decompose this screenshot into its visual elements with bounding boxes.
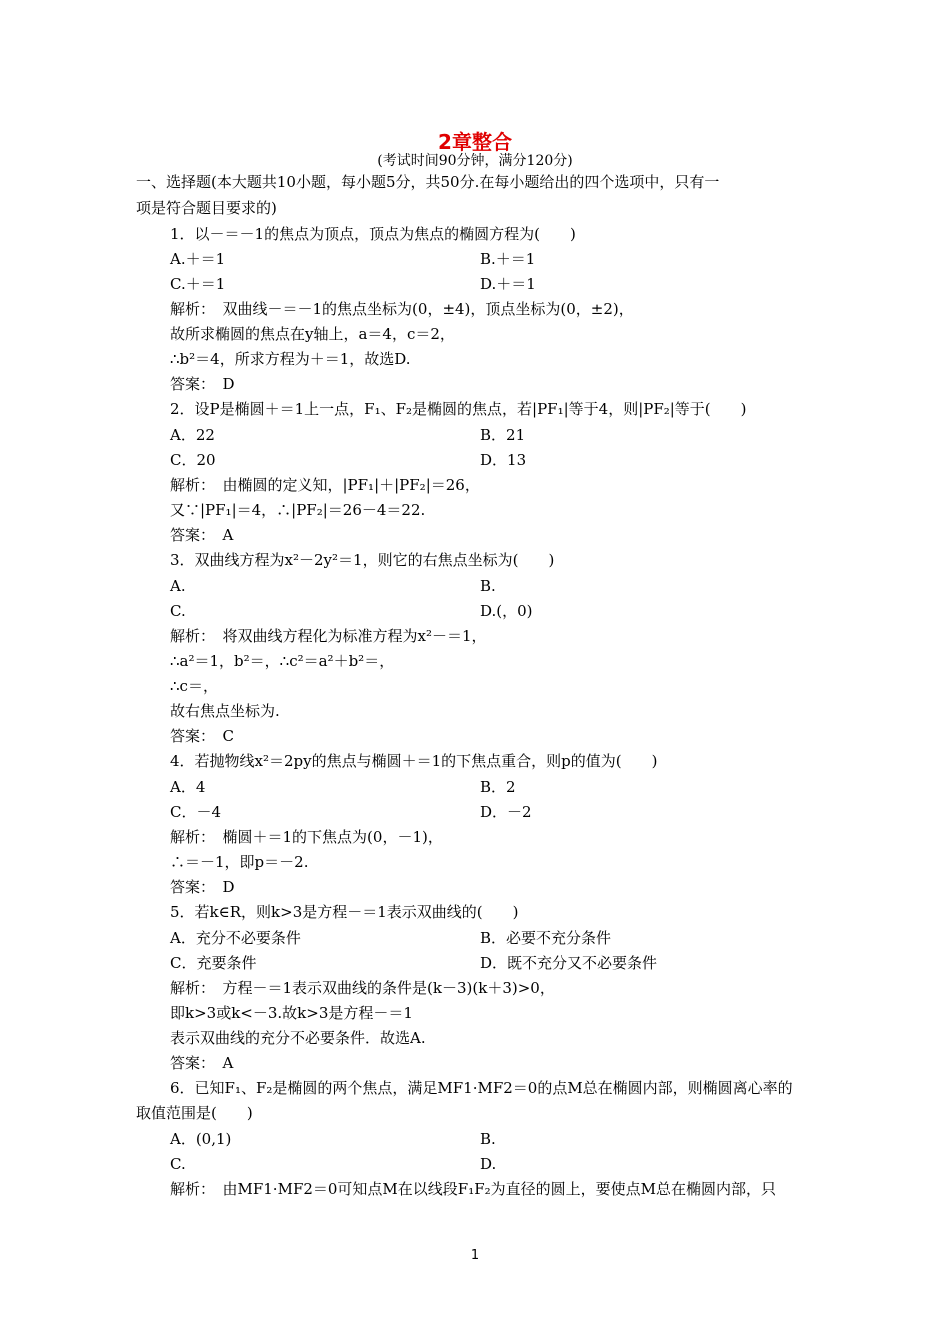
question-3-option-d: D.(，0) xyxy=(480,602,533,620)
question-3-solution-line-2: ∴a²＝1，b²＝，∴c²＝a²＋b²＝， xyxy=(170,652,395,670)
question-3-option-c: C. xyxy=(170,602,186,620)
question-2-option-a: A．22 xyxy=(170,426,215,444)
question-5-option-b: B．必要不充分条件 xyxy=(480,929,612,947)
question-6-stem-line-2: 取值范围是( ) xyxy=(136,1104,253,1122)
question-5-solution-line-2: 即k>3或k<－3.故k>3是方程－＝1 xyxy=(170,1004,413,1022)
question-3-answer: 答案： C xyxy=(170,727,234,745)
question-2-answer: 答案： A xyxy=(170,526,234,544)
question-2-stem: 2．设P是椭圆＋＝1上一点，F₁、F₂是椭圆的焦点，若|PF₁|等于4，则|PF₂|等于( ) xyxy=(170,400,747,418)
section-intro-line-2: 项是符合题目要求的) xyxy=(136,199,277,217)
question-6-option-a: A．(0,1) xyxy=(170,1130,232,1148)
question-1-option-c: C.＋＝1 xyxy=(170,275,226,293)
question-1-stem: 1．以－＝－1的焦点为顶点，顶点为焦点的椭圆方程为( ) xyxy=(170,225,576,243)
question-1-solution-line-3: ∴b²＝4，所求方程为＋＝1，故选D. xyxy=(170,350,411,368)
question-6-stem-line-1: 6．已知F₁、F₂是椭圆的两个焦点，满足MF1·MF2＝0的点M总在椭圆内部，则椭圆离心率的 xyxy=(170,1079,793,1097)
question-1-option-d: D.＋＝1 xyxy=(480,275,536,293)
question-5-option-a: A．充分不必要条件 xyxy=(170,929,301,947)
question-5-stem: 5．若k∈R，则k>3是方程－＝1表示双曲线的( ) xyxy=(170,903,519,921)
question-3-stem: 3．双曲线方程为x²－2y²＝1，则它的右焦点坐标为( ) xyxy=(170,551,555,569)
question-5-solution-line-3: 表示双曲线的充分不必要条件．故选A. xyxy=(170,1029,426,1047)
question-4-option-a: A．4 xyxy=(170,778,206,796)
question-2-option-c: C．20 xyxy=(170,451,216,469)
question-1-option-a: A.＋＝1 xyxy=(170,250,226,268)
question-4-option-d: D．－2 xyxy=(480,803,532,821)
question-1-solution-line-1: 解析： 双曲线－＝－1的焦点坐标为(0，±4)，顶点坐标为(0，±2)， xyxy=(170,300,634,318)
question-6-solution-line-1: 解析： 由MF1·MF2＝0可知点M在以线段F₁F₂为直径的圆上，要使点M总在椭圆内部，只 xyxy=(170,1180,776,1198)
exam-info: (考试时间90分钟，满分120分) xyxy=(377,153,573,169)
question-3-solution-line-1: 解析： 将双曲线方程化为标准方程为x²－＝1， xyxy=(170,627,487,645)
question-4-solution-line-2: ∴＝－1，即p＝－2. xyxy=(170,853,309,871)
question-6-option-b: B. xyxy=(480,1130,496,1148)
question-6-option-d: D. xyxy=(480,1155,497,1173)
question-5-answer: 答案： A xyxy=(170,1054,234,1072)
question-6-option-c: C. xyxy=(170,1155,186,1173)
page-number: 1 xyxy=(470,1248,480,1263)
question-4-option-b: B．2 xyxy=(480,778,516,796)
question-2-solution-line-1: 解析： 由椭圆的定义知，|PF₁|＋|PF₂|＝26， xyxy=(170,476,480,494)
question-5-option-c: C．充要条件 xyxy=(170,954,257,972)
question-2-option-b: B．21 xyxy=(480,426,526,444)
question-4-option-c: C．－4 xyxy=(170,803,222,821)
question-3-option-b: B. xyxy=(480,577,496,595)
question-5-option-d: D．既不充分又不必要条件 xyxy=(480,954,658,972)
question-1-option-b: B.＋＝1 xyxy=(480,250,536,268)
question-1-solution-line-2: 故所求椭圆的焦点在y轴上，a＝4，c＝2， xyxy=(170,325,455,343)
question-1-answer: 答案： D xyxy=(170,375,235,393)
question-4-solution-line-1: 解析： 椭圆＋＝1的下焦点为(0，－1)， xyxy=(170,828,443,846)
question-3-solution-line-4: 故右焦点坐标为. xyxy=(170,702,280,720)
page-title: 2章整合 xyxy=(438,130,512,154)
question-3-solution-line-3: ∴c＝， xyxy=(170,677,218,695)
question-3-option-a: A. xyxy=(170,577,186,595)
question-4-stem: 4．若抛物线x²＝2py的焦点与椭圆＋＝1的下焦点重合，则p的值为( ) xyxy=(170,752,658,770)
section-intro-line-1: 一、选择题(本大题共10小题，每小题5分，共50分.在每小题给出的四个选项中，只有一 xyxy=(136,173,720,191)
question-5-solution-line-1: 解析： 方程－＝1表示双曲线的条件是(k－3)(k＋3)>0， xyxy=(170,979,555,997)
question-4-answer: 答案： D xyxy=(170,878,235,896)
question-2-solution-line-2: 又∵|PF₁|＝4，∴|PF₂|＝26－4＝22. xyxy=(170,501,426,519)
question-2-option-d: D．13 xyxy=(480,451,527,469)
